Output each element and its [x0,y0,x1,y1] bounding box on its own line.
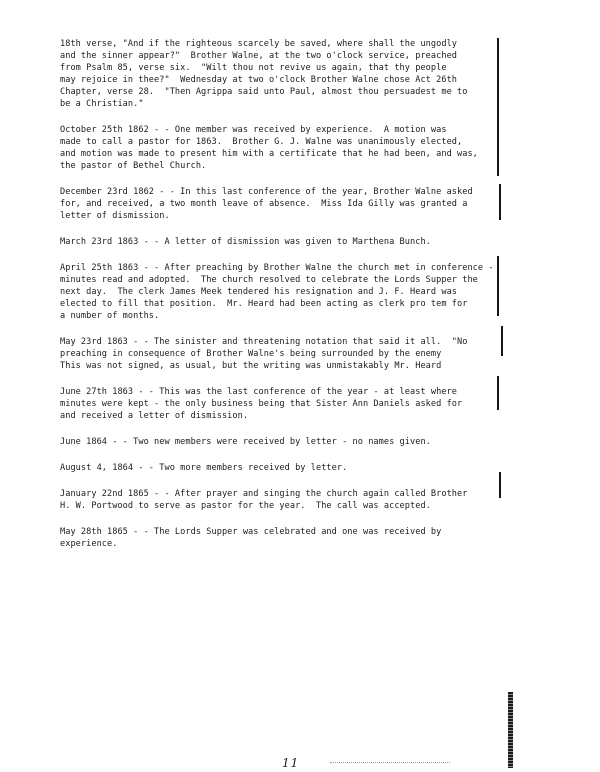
text-line: be a Christian." [60,99,144,109]
text-line: and received a letter of dismission. [60,411,249,421]
text-line: elected to fill that position. Mr. Heard had been acting as clerk pro tem for [60,299,468,309]
paragraph-aug-1864 [60,462,540,474]
paragraph-jun-1864 [60,436,540,448]
text-line: May 23rd 1863 - - The sinister and threatening notation that said it all. "No [60,337,468,347]
text-line: May 28th 1865 - - The Lords Supper was celebrated and one was received by [60,527,442,537]
text-line: from Psalm 85, verse six. "Wilt thou not revive us again, that thy people [60,63,447,73]
paragraph-may-1865 [60,526,540,550]
text-line: January 22nd 1865 - - After prayer and singing the church again called Brother [60,489,468,499]
text-line: June 27th 1863 - - This was the last conference of the year - at least where [60,387,458,397]
text-line: Chapter, verse 28. "Then Agrippa said unto Paul, almost thou persuadest me to [60,87,468,97]
text-line: March 23rd 1863 - - A letter of dismission was given to Marthena Bunch. [60,237,431,247]
text-line: June 1864 - - Two new members were received by letter - no names given. [60,437,431,447]
text-line: minutes read and adopted. The church resolved to celebrate the Lords Supper the [60,275,478,285]
margin-rule [501,326,503,356]
scan-noise [330,762,450,766]
text-line: a number of months. [60,311,160,321]
margin-rule [497,38,499,134]
margin-rule [499,184,501,220]
text-line: H. W. Portwood to serve as pastor for the year. The call was accepted. [60,501,431,511]
text-line: minutes were kept - the only business being that Sister Ann Daniels asked for [60,399,463,409]
text-line: next day. The clerk James Meek tendered his resignation and J. F. Heard was [60,287,458,297]
document-body [60,38,540,564]
scan-edge-mark [508,692,513,768]
text-line: and the sinner appear?" Brother Walne, at the two o'clock service, preached [60,51,458,61]
paragraph-may-1863 [60,336,540,372]
text-line: may rejoice in thee?" Wednesday at two o'clock Brother Walne chose Act 26th [60,75,458,85]
text-line: letter of dismission. [60,211,170,221]
text-line: experience. [60,539,118,549]
text-line: made to call a pastor for 1863. Brother G. J. Walne was unanimously elected, [60,137,463,147]
text-line: preaching in consequence of Brother Walne's being surrounded by the enemy [60,349,442,359]
paragraph-jan-1865 [60,488,540,512]
paragraph-dec-1862 [60,186,540,222]
margin-rule [497,376,499,410]
paragraph-sermon-verses [60,38,540,110]
margin-rule [499,472,501,498]
text-line: August 4, 1864 - - Two more members received by letter. [60,463,348,473]
text-line: December 23rd 1862 - - In this last conference of the year, Brother Walne asked [60,187,473,197]
text-line: This was not signed, as usual, but the writing was unmistakably Mr. Heard [60,361,442,371]
text-line: for, and received, a two month leave of absence. Miss Ida Gilly was granted a [60,199,468,209]
page-number: 11 [282,756,300,770]
text-line: the pastor of Bethel Church. [60,161,207,171]
paragraph-apr-1863 [60,262,540,322]
text-line: April 25th 1863 - - After preaching by Brother Walne the church met in conference - [60,263,494,273]
margin-rule [497,126,499,176]
paragraph-jun-1863 [60,386,540,422]
paragraph-mar-1863 [60,236,540,248]
margin-rule [497,256,499,316]
paragraph-oct-1862 [60,124,540,172]
text-line: and motion was made to present him with a certificate that he had been, and was, [60,149,478,159]
text-line: October 25th 1862 - - One member was received by experience. A motion was [60,125,447,135]
text-line: 18th verse, "And if the righteous scarcely be saved, where shall the ungodly [60,39,458,49]
